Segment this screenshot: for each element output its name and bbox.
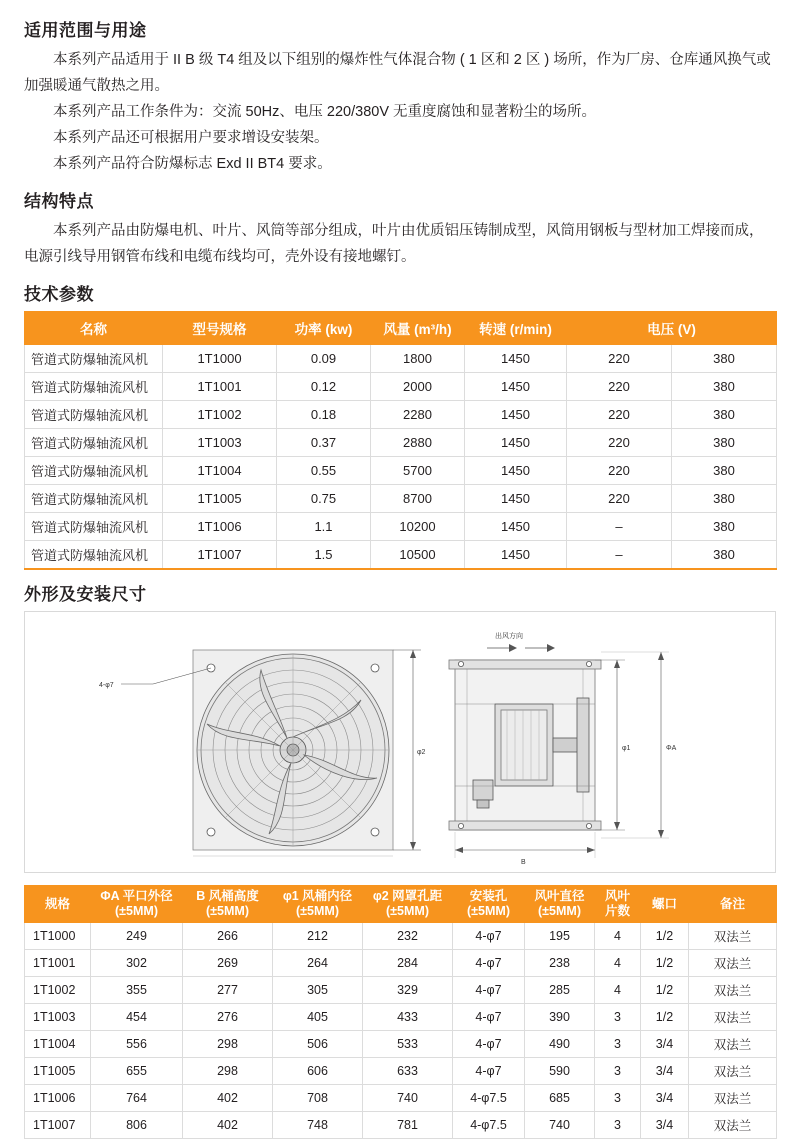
section-title-scope: 适用范围与用途 [24, 21, 147, 40]
spec-cell-power: 1.5 [277, 541, 371, 570]
table-row [25, 1085, 777, 1112]
scope-paragraph-3: 本系列产品还可根据用户要求增设安装架。 [53, 130, 329, 146]
dims-cell-phia: 355 [91, 977, 183, 1004]
dims-header-mounting-hole [453, 886, 525, 923]
spec-cell-power: 0.09 [277, 345, 371, 373]
spec-cell-power: 1.1 [277, 513, 371, 541]
dims-cell-phia: 302 [91, 950, 183, 977]
dims-cell-phi1: 212 [273, 923, 363, 950]
spec-cell-airflow: 2000 [371, 373, 465, 401]
dims-cell-phia: 249 [91, 923, 183, 950]
spec-cell-airflow: 10500 [371, 541, 465, 570]
dims-cell-remark: 双法兰 [689, 950, 777, 977]
scope-paragraphs [24, 47, 776, 177]
spec-cell-voltage-380: 380 [672, 401, 777, 429]
dims-header-line2: (±5MM) [386, 904, 429, 918]
dims-header-line2: (±5MM) [206, 904, 249, 918]
dimension-diagram [24, 611, 776, 873]
dims-header-line2: (±5MM) [538, 904, 581, 918]
dims-cell-model: 1T1005 [25, 1058, 91, 1085]
dims-cell-blade-count: 3 [595, 1031, 641, 1058]
dims-cell-blade-count: 3 [595, 1058, 641, 1085]
dims-cell-model: 1T1000 [25, 923, 91, 950]
dims-cell-phi1: 264 [273, 950, 363, 977]
spec-header-model: 型号规格 [163, 312, 277, 345]
table-row [25, 1112, 777, 1139]
spec-cell-voltage-220: 220 [567, 345, 672, 373]
dims-header-phi2 [363, 886, 453, 923]
dims-header-line1: 备注 [719, 896, 745, 911]
table-row [25, 950, 777, 977]
structure-paragraph-1: 本系列产品由防爆电机、叶片、风筒等部分组成，叶片由优质铝压铸制成型，风筒用钢板与型材加工焊接而成，电源引线导用钢管布线和电缆布线均可，壳外设有接地螺钉。 [24, 223, 764, 265]
spec-cell-speed: 1450 [465, 429, 567, 457]
table-row [25, 457, 777, 485]
dims-cell-blade-diameter: 685 [525, 1085, 595, 1112]
dims-cell-phia: 556 [91, 1031, 183, 1058]
spec-cell-speed: 1450 [465, 513, 567, 541]
spec-cell-speed: 1450 [465, 401, 567, 429]
spec-cell-model: 1T1001 [163, 373, 277, 401]
dims-cell-blade-diameter: 238 [525, 950, 595, 977]
dims-header-model [25, 886, 91, 923]
dims-cell-b: 402 [183, 1085, 273, 1112]
spec-cell-airflow: 5700 [371, 457, 465, 485]
spec-cell-model: 1T1006 [163, 513, 277, 541]
label-airflow-direction: 出风方向 [495, 633, 523, 640]
dims-cell-blade-count: 4 [595, 950, 641, 977]
spec-cell-voltage-380: 380 [672, 345, 777, 373]
dims-cell-blade-count: 3 [595, 1112, 641, 1139]
table-row [25, 401, 777, 429]
spec-cell-airflow: 1800 [371, 345, 465, 373]
spec-cell-speed: 1450 [465, 373, 567, 401]
spec-cell-voltage-220: 220 [567, 373, 672, 401]
spec-cell-model: 1T1002 [163, 401, 277, 429]
dims-cell-phi2: 781 [363, 1112, 453, 1139]
dims-cell-phi2: 329 [363, 977, 453, 1004]
spec-header-airflow: 风量 (m³/h) [371, 312, 465, 345]
dims-cell-mounting-hole: 4-φ7 [453, 1004, 525, 1031]
dims-cell-blade-count: 4 [595, 923, 641, 950]
dims-cell-thread: 1/2 [641, 923, 689, 950]
dims-cell-model: 1T1006 [25, 1085, 91, 1112]
label-phiA: ΦA [666, 745, 677, 752]
dims-cell-blade-diameter: 195 [525, 923, 595, 950]
dims-header-line1: φ1 风桶内径 [282, 889, 353, 903]
spec-cell-speed: 1450 [465, 541, 567, 570]
dims-cell-phi2: 433 [363, 1004, 453, 1031]
dims-cell-phi2: 232 [363, 923, 453, 950]
dims-table-wrapper [24, 885, 776, 1139]
table-row [25, 1004, 777, 1031]
dims-cell-blade-count: 3 [595, 1085, 641, 1112]
dims-header-blade-count [595, 886, 641, 923]
dims-cell-b: 276 [183, 1004, 273, 1031]
spec-cell-name: 管道式防爆轴流风机 [25, 457, 163, 485]
dims-cell-b: 402 [183, 1112, 273, 1139]
dims-cell-phi2: 740 [363, 1085, 453, 1112]
dims-cell-phi2: 533 [363, 1031, 453, 1058]
dims-cell-phia: 764 [91, 1085, 183, 1112]
dims-cell-model: 1T1002 [25, 977, 91, 1004]
dims-cell-thread: 3/4 [641, 1085, 689, 1112]
dims-cell-phi1: 708 [273, 1085, 363, 1112]
spec-cell-voltage-220: 220 [567, 401, 672, 429]
dims-header-blade-diameter [525, 886, 595, 923]
dims-cell-b: 298 [183, 1031, 273, 1058]
spec-header-voltage: 电压 (V) [567, 312, 777, 345]
dims-cell-phi1: 305 [273, 977, 363, 1004]
spec-cell-power: 0.18 [277, 401, 371, 429]
dims-cell-phia: 806 [91, 1112, 183, 1139]
dims-header-phia [91, 886, 183, 923]
dims-cell-mounting-hole: 4-φ7 [453, 977, 525, 1004]
dims-cell-thread: 1/2 [641, 1004, 689, 1031]
dims-cell-phi1: 606 [273, 1058, 363, 1085]
table-row [25, 977, 777, 1004]
dims-header-line1: B 风桶高度 [196, 889, 259, 903]
spec-cell-power: 0.75 [277, 485, 371, 513]
table-row [25, 373, 777, 401]
spec-cell-power: 0.55 [277, 457, 371, 485]
dims-cell-thread: 1/2 [641, 950, 689, 977]
spec-cell-voltage-220: 220 [567, 429, 672, 457]
spec-cell-airflow: 10200 [371, 513, 465, 541]
dims-cell-model: 1T1001 [25, 950, 91, 977]
dims-cell-blade-diameter: 740 [525, 1112, 595, 1139]
spec-cell-voltage-220: 220 [567, 485, 672, 513]
dims-cell-thread: 3/4 [641, 1031, 689, 1058]
dims-header-line1: φ2 网罩孔距 [372, 889, 443, 903]
dims-cell-phia: 655 [91, 1058, 183, 1085]
spec-cell-voltage-380: 380 [672, 541, 777, 570]
table-row [25, 429, 777, 457]
spec-cell-airflow: 2880 [371, 429, 465, 457]
spec-cell-name: 管道式防爆轴流风机 [25, 345, 163, 373]
dims-cell-blade-count: 3 [595, 1004, 641, 1031]
spec-cell-model: 1T1005 [163, 485, 277, 513]
dims-header-thread [641, 886, 689, 923]
label-phi1: φ1 [622, 745, 631, 752]
table-row [25, 1058, 777, 1085]
spec-cell-voltage-380: 380 [672, 513, 777, 541]
spec-cell-voltage-220: 220 [567, 457, 672, 485]
dims-header-line1: 规格 [44, 896, 70, 911]
dims-header-line1: 安装孔 [469, 889, 508, 903]
table-row [25, 485, 777, 513]
dims-header-phi1 [273, 886, 363, 923]
spec-header-name: 名称 [25, 312, 163, 345]
spec-cell-name: 管道式防爆轴流风机 [25, 513, 163, 541]
dims-header-line2: 片数 [604, 904, 630, 918]
spec-cell-voltage-220: – [567, 541, 672, 570]
dims-cell-model: 1T1007 [25, 1112, 91, 1139]
spec-cell-model: 1T1007 [163, 541, 277, 570]
dims-cell-mounting-hole: 4-φ7 [453, 950, 525, 977]
dims-cell-remark: 双法兰 [689, 977, 777, 1004]
spec-cell-power: 0.37 [277, 429, 371, 457]
spec-cell-name: 管道式防爆轴流风机 [25, 541, 163, 570]
spec-cell-speed: 1450 [465, 457, 567, 485]
table-row [25, 541, 777, 570]
dims-header-line1: 螺口 [651, 896, 677, 911]
dims-cell-blade-diameter: 490 [525, 1031, 595, 1058]
table-row [25, 923, 777, 950]
dims-header-line1: ΦA 平口外径 [100, 889, 173, 903]
spec-cell-voltage-380: 380 [672, 457, 777, 485]
dims-header-b [183, 886, 273, 923]
dims-cell-phi1: 506 [273, 1031, 363, 1058]
spec-cell-voltage-380: 380 [672, 373, 777, 401]
spec-table [24, 311, 777, 570]
dims-cell-thread: 3/4 [641, 1112, 689, 1139]
spec-cell-speed: 1450 [465, 345, 567, 373]
dims-cell-remark: 双法兰 [689, 923, 777, 950]
dims-cell-b: 269 [183, 950, 273, 977]
spec-header-power: 功率 (kw) [277, 312, 371, 345]
spec-cell-model: 1T1003 [163, 429, 277, 457]
dims-cell-remark: 双法兰 [689, 1112, 777, 1139]
table-row [25, 513, 777, 541]
scope-paragraph-4: 本系列产品符合防爆标志 Exd II BT4 要求。 [53, 156, 332, 172]
dims-cell-mounting-hole: 4-φ7.5 [453, 1085, 525, 1112]
dims-cell-model: 1T1003 [25, 1004, 91, 1031]
dims-cell-blade-diameter: 390 [525, 1004, 595, 1031]
spec-cell-voltage-380: 380 [672, 429, 777, 457]
dims-cell-phi1: 748 [273, 1112, 363, 1139]
dims-cell-mounting-hole: 4-φ7 [453, 1031, 525, 1058]
dims-cell-remark: 双法兰 [689, 1031, 777, 1058]
dims-cell-b: 277 [183, 977, 273, 1004]
label-hole-diameter: 4-φ7 [99, 682, 114, 689]
dims-header-line2: (±5MM) [115, 904, 158, 918]
dims-cell-remark: 双法兰 [689, 1058, 777, 1085]
spec-cell-name: 管道式防爆轴流风机 [25, 401, 163, 429]
fan-front-view [121, 650, 421, 856]
dims-cell-b: 266 [183, 923, 273, 950]
scope-paragraph-1: 本系列产品适用于 II B 级 T4 组及以下组别的爆炸性气体混合物 ( 1 区和 2 区 ) 场所，作为厂房、仓库通风换气或加强暖通气散热之用。 [24, 52, 771, 94]
spec-cell-voltage-220: – [567, 513, 672, 541]
dims-cell-thread: 1/2 [641, 977, 689, 1004]
spec-cell-power: 0.12 [277, 373, 371, 401]
dims-header-remark [689, 886, 777, 923]
spec-cell-name: 管道式防爆轴流风机 [25, 373, 163, 401]
dims-cell-thread: 3/4 [641, 1058, 689, 1085]
dims-cell-remark: 双法兰 [689, 1004, 777, 1031]
dims-cell-mounting-hole: 4-φ7.5 [453, 1112, 525, 1139]
spec-cell-model: 1T1000 [163, 345, 277, 373]
section-title-structure: 结构特点 [24, 192, 94, 211]
table-row [25, 345, 777, 373]
dims-header-line2: (±5MM) [467, 904, 510, 918]
dims-cell-phi1: 405 [273, 1004, 363, 1031]
spec-cell-airflow: 8700 [371, 485, 465, 513]
dims-cell-phi2: 284 [363, 950, 453, 977]
dims-table [24, 885, 777, 1139]
dims-cell-blade-diameter: 590 [525, 1058, 595, 1085]
spec-cell-name: 管道式防爆轴流风机 [25, 485, 163, 513]
section-title-parameters: 技术参数 [24, 285, 94, 304]
spec-table-header-row [25, 312, 777, 345]
spec-cell-speed: 1450 [465, 485, 567, 513]
fan-side-view [449, 644, 669, 858]
dims-cell-phi2: 633 [363, 1058, 453, 1085]
dims-cell-b: 298 [183, 1058, 273, 1085]
dims-header-line2: (±5MM) [296, 904, 339, 918]
dims-header-line1: 风叶直径 [534, 889, 585, 903]
dims-cell-model: 1T1004 [25, 1031, 91, 1058]
spec-table-wrapper [24, 311, 776, 570]
scope-paragraph-2: 本系列产品工作条件为：交流 50Hz、电压 220/380V 无重度腐蚀和显著粉尘的场所。 [53, 104, 597, 120]
label-b: B [521, 859, 526, 866]
dims-cell-blade-count: 4 [595, 977, 641, 1004]
dims-header-line1: 风叶 [604, 889, 630, 903]
label-phi2: φ2 [417, 749, 426, 756]
spec-cell-voltage-380: 380 [672, 485, 777, 513]
dims-cell-phia: 454 [91, 1004, 183, 1031]
spec-header-speed: 转速 (r/min) [465, 312, 567, 345]
section-title-dimensions: 外形及安装尺寸 [24, 585, 147, 604]
dims-cell-mounting-hole: 4-φ7 [453, 1058, 525, 1085]
dims-table-header-row [25, 886, 777, 923]
dims-cell-blade-diameter: 285 [525, 977, 595, 1004]
spec-cell-airflow: 2280 [371, 401, 465, 429]
structure-paragraphs [24, 218, 776, 270]
spec-cell-model: 1T1004 [163, 457, 277, 485]
table-row [25, 1031, 777, 1058]
dims-cell-mounting-hole: 4-φ7 [453, 923, 525, 950]
dims-cell-remark: 双法兰 [689, 1085, 777, 1112]
spec-cell-name: 管道式防爆轴流风机 [25, 429, 163, 457]
